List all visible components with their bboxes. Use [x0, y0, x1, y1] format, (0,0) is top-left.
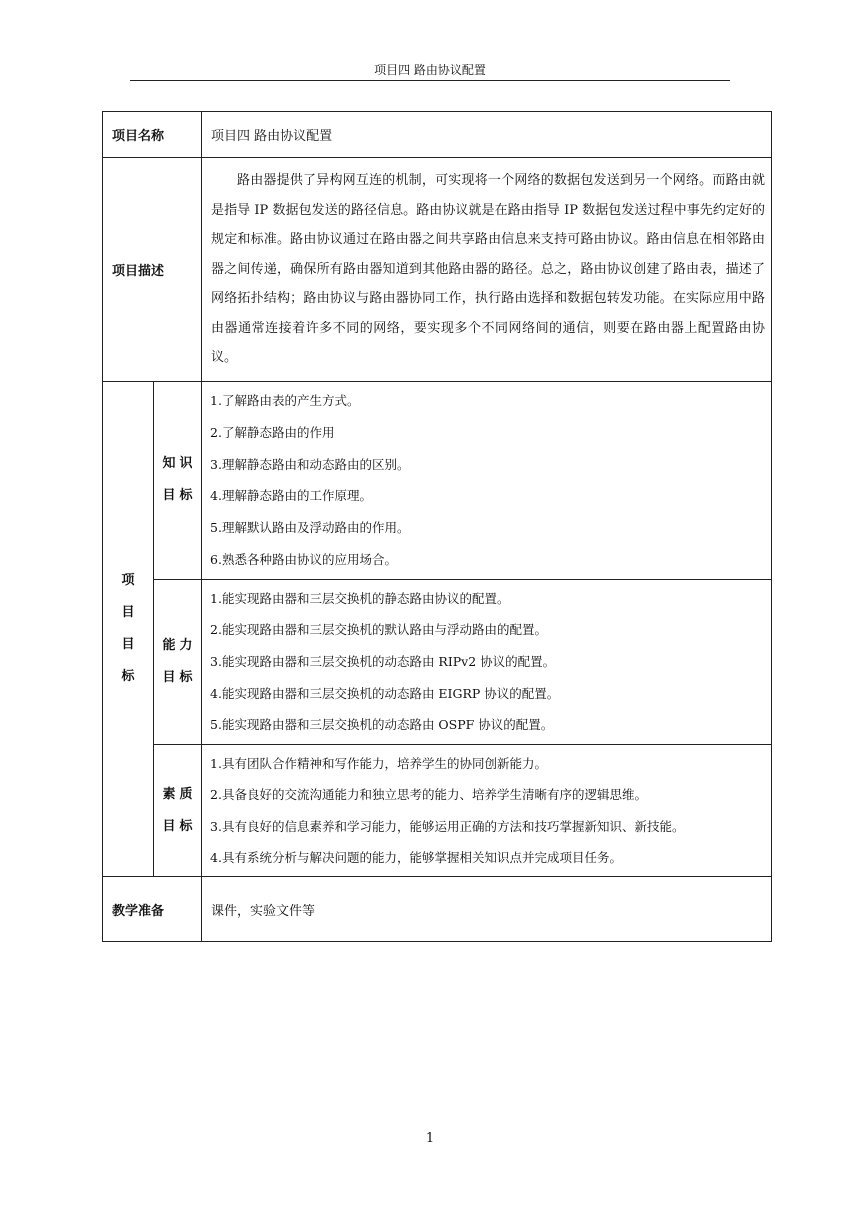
list-item: 6.熟悉各种路由协议的应用场合。 — [210, 551, 397, 567]
row-knowledge-goals — [103, 382, 772, 580]
knowledge-goals-label — [154, 382, 202, 580]
project-description-text: 路由器提供了异构网互连的机制，可实现将一个网络的数据包发送到另一个网络。而路由就是指导 IP 数据包发送的路径信息。路由协议就是在路由指导 IP 数据包发送过程中事先约定好的规定和标准。路由协议通过在路由器之间共享路由信息来支持可路由协议。路由信息在相邻路由器之间传递，确保所有路由器知道到其他路由器的路径。总之，路由协议创建了路由表，描述了网络拓扑结构；路由协议与路由器协同工作，执行路由选择和数据包转发功能。在实际应用中路由器通常连接着许多不同的网络，要实现多个不同网络间的通信，则要在路由器上配置路由协议。 — [202, 158, 772, 382]
quality-label-line: 素质 — [162, 786, 197, 802]
row-ability-goals — [103, 579, 772, 744]
project-goals-label — [103, 382, 154, 877]
quality-goals-label — [154, 744, 202, 877]
ability-goals-list — [202, 579, 772, 744]
project-plan-table — [102, 111, 772, 942]
quality-label-line: 目标 — [162, 818, 197, 834]
list-item: 5.能实现路由器和三层交换机的动态路由 OSPF 协议的配置。 — [210, 717, 554, 733]
knowledge-label-line: 知识 — [162, 456, 197, 472]
knowledge-goals-list — [202, 382, 772, 580]
quality-goals-list — [202, 744, 772, 877]
project-description-label: 项目描述 — [103, 158, 202, 382]
goal-label-char: 项 — [121, 573, 135, 589]
row-teaching-prep — [103, 877, 772, 942]
list-item: 2.具备良好的交流沟通能力和独立思考的能力、培养学生清晰有序的逻辑思维。 — [210, 787, 647, 803]
list-item: 5.理解默认路由及浮动路由的作用。 — [210, 520, 410, 536]
list-item: 1.了解路由表的产生方式。 — [210, 393, 360, 408]
list-item: 3.能实现路由器和三层交换机的动态路由 RIPv2 协议的配置。 — [210, 653, 556, 669]
list-item: 4.能实现路由器和三层交换机的动态路由 EIGRP 协议的配置。 — [210, 685, 560, 701]
goal-label-char: 目 — [121, 605, 135, 621]
page-header-title: 项目四 路由协议配置 — [374, 63, 486, 77]
row-project-name — [103, 112, 772, 158]
teaching-prep-value: 课件，实验文件等 — [202, 877, 772, 942]
knowledge-label-line: 目标 — [162, 488, 197, 504]
list-item: 4.理解静态路由的工作原理。 — [210, 488, 372, 504]
list-item: 3.理解静态路由和动态路由的区别。 — [210, 456, 410, 472]
project-name-value: 项目四 路由协议配置 — [202, 112, 772, 158]
list-item: 1.能实现路由器和三层交换机的静态路由协议的配置。 — [210, 590, 510, 606]
goal-label-char: 目 — [121, 637, 135, 653]
ability-goals-label — [154, 579, 202, 744]
page-number: 1 — [425, 1131, 435, 1146]
list-item: 1.具有团队合作精神和写作能力，培养学生的协同创新能力。 — [210, 755, 547, 771]
list-item: 2.能实现路由器和三层交换机的默认路由与浮动路由的配置。 — [210, 622, 547, 638]
ability-label-line: 能力 — [162, 637, 197, 653]
row-project-description — [103, 158, 772, 382]
header-rule — [130, 80, 730, 81]
teaching-prep-label: 教学准备 — [103, 877, 202, 942]
goal-label-char: 标 — [121, 669, 135, 685]
list-item: 2.了解静态路由的作用 — [210, 424, 335, 440]
project-name-label: 项目名称 — [103, 112, 202, 158]
row-quality-goals — [103, 744, 772, 877]
ability-label-line: 目标 — [162, 669, 197, 685]
list-item: 3.具有良好的信息素养和学习能力，能够运用正确的方法和技巧掌握新知识、新技能。 — [210, 818, 685, 834]
list-item: 4.具有系统分析与解决问题的能力，能够掌握相关知识点并完成项目任务。 — [210, 849, 622, 865]
